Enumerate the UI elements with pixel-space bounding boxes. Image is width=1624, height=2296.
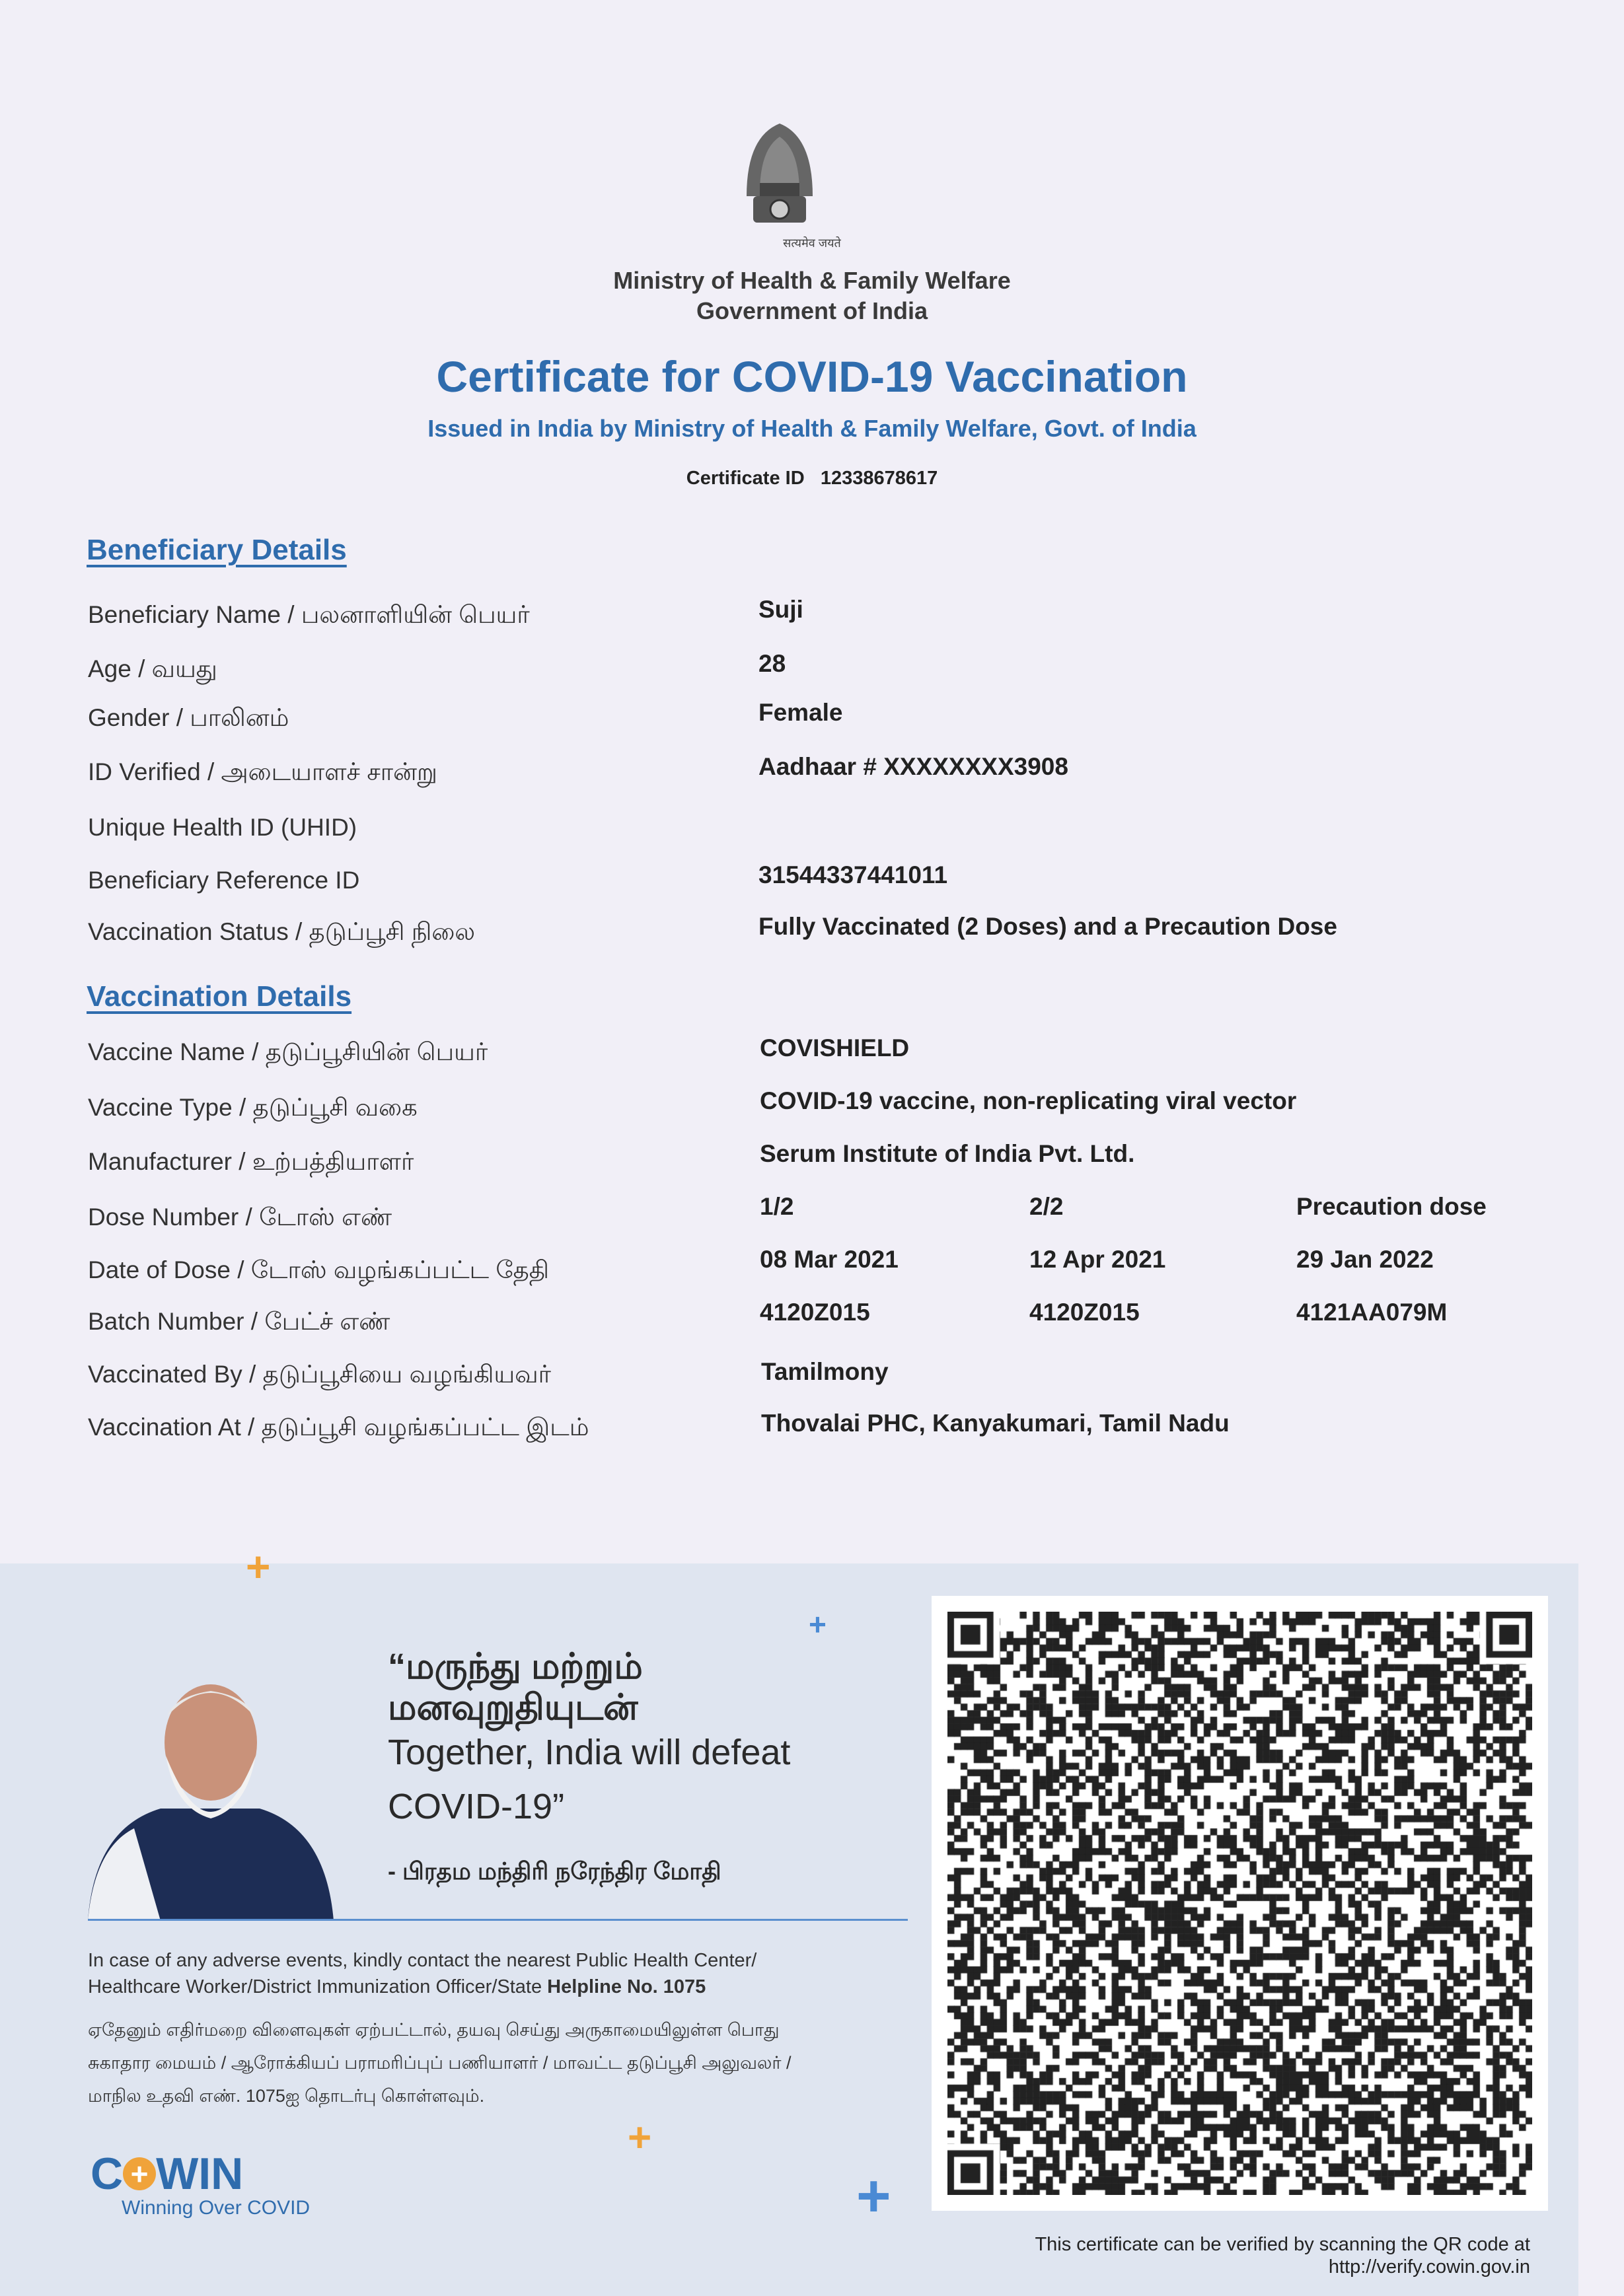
ministry-name: Ministry of Health & Family Welfare: [613, 267, 1011, 294]
vaccinated-by-label: Vaccinated By / தடுப்பூசியை வழங்கியவர்: [88, 1361, 551, 1388]
logo-text-win: WIN: [156, 2149, 244, 2199]
beneficiary-field-label: Beneficiary Reference ID: [88, 867, 360, 894]
quote-english-line-2: COVID-19”: [388, 1787, 565, 1826]
dose-number-label: Dose Number / டோஸ் எண்: [88, 1203, 392, 1231]
beneficiary-field-value: Female: [758, 699, 843, 726]
beneficiary-field-value: Suji: [758, 596, 803, 623]
beneficiary-field-label: Unique Health ID (UHID): [88, 814, 357, 841]
certificate-id-value: 12338678617: [820, 468, 938, 489]
beneficiary-field-label: Vaccination Status / தடுப்பூசி நிலை: [88, 918, 476, 945]
batch-number-label: Batch Number / பேட்ச் எண்: [88, 1308, 390, 1335]
beneficiary-details-heading: Beneficiary Details: [87, 534, 347, 566]
prime-minister-photo: [88, 1676, 334, 1921]
dose-number-value: Precaution dose: [1296, 1193, 1487, 1220]
cowin-tagline: Winning Over COVID: [122, 2197, 311, 2219]
verify-url[interactable]: http://verify.cowin.gov.in: [1328, 2256, 1530, 2278]
dose-batch-value: 4120Z015: [760, 1299, 870, 1326]
certificate-id-label: Certificate ID: [686, 468, 805, 489]
emblem-motto: सत्यमेव जयते: [783, 236, 841, 250]
quote-english-line-1: Together, India will defeat: [388, 1733, 791, 1772]
dose-date-value: 08 Mar 2021: [760, 1246, 899, 1273]
date-of-dose-label: Date of Dose / டோஸ் வழங்கப்பட்ட தேதி: [88, 1256, 550, 1283]
subtitle: Issued in India by Ministry of Health & Family Welfare, Govt. of India: [427, 415, 1197, 442]
dose-date-value: 12 Apr 2021: [1029, 1246, 1166, 1273]
vaccinated-by-value: Tamilmony: [761, 1358, 889, 1385]
plus-icon: +: [809, 1607, 827, 1641]
logo-plus-icon: +: [123, 2157, 156, 2190]
government-name: Government of India: [696, 297, 928, 324]
vaccination-at-label: Vaccination At / தடுப்பூசி வழங்கப்பட்ட இடம்: [88, 1414, 589, 1441]
beneficiary-field-label: Age / வயது: [88, 655, 217, 682]
divider: [88, 1919, 908, 1921]
vaccination-details-heading: Vaccination Details: [87, 980, 352, 1013]
national-emblem: [733, 117, 826, 236]
quote-tamil-line-1: “மருந்து மற்றும்: [388, 1647, 643, 1686]
vaccination-at-value: Thovalai PHC, Kanyakumari, Tamil Nadu: [761, 1410, 1230, 1437]
beneficiary-field-label: ID Verified / அடையாளச் சான்று: [88, 758, 437, 785]
vaccine-type-label: Vaccine Type / தடுப்பூசி வகை: [88, 1094, 418, 1121]
adverse-events-line-1: In case of any adverse events, kindly contact the nearest Public Health Center/: [88, 1950, 757, 1971]
dose-batch-value: 4121AA079M: [1296, 1299, 1448, 1326]
dose-number-value: 1/2: [760, 1193, 794, 1220]
plus-icon: +: [628, 2115, 652, 2161]
manufacturer-value: Serum Institute of India Pvt. Ltd.: [760, 1140, 1135, 1167]
cowin-logo: [91, 2148, 243, 2200]
beneficiary-field-label: Gender / பாலினம்: [88, 704, 289, 731]
adverse-events-text: Healthcare Worker/District Immunization Officer/State: [88, 1976, 548, 1997]
adverse-events-tamil-2: சுகாதார மையம் / ஆரோக்கியப் பராமரிப்புப் பணியாளர் / மாவட்ட தடுப்பூசி அலுவலர் /: [88, 2053, 792, 2073]
beneficiary-field-value: 28: [758, 650, 786, 677]
adverse-events-line-2: [88, 1976, 706, 1998]
verification-qr-code[interactable]: [932, 1596, 1548, 2211]
beneficiary-field-label: Beneficiary Name / பலனாளியின் பெயர்: [88, 601, 530, 628]
beneficiary-field-value: Aadhaar # XXXXXXXX3908: [758, 753, 1068, 780]
quote-tamil-line-2: மனவுறுதியுடன்: [388, 1688, 638, 1727]
manufacturer-label: Manufacturer / உற்பத்தியாளர்: [88, 1148, 414, 1175]
vaccine-type-value: COVID-19 vaccine, non-replicating viral vector: [760, 1087, 1297, 1114]
beneficiary-field-value: Fully Vaccinated (2 Doses) and a Precaution Dose: [758, 913, 1337, 940]
vaccine-name-value: COVISHIELD: [760, 1034, 910, 1061]
dose-date-value: 29 Jan 2022: [1296, 1246, 1434, 1273]
plus-icon: +: [246, 1543, 271, 1591]
beneficiary-field-value: 31544337441011: [758, 861, 948, 888]
adverse-events-tamil-3: மாநில உதவி எண். 1075ஐ தொடர்பு கொள்ளவும்.: [88, 2086, 485, 2106]
adverse-events-tamil-1: ஏதேனும் எதிர்மறை விளைவுகள் ஏற்பட்டால், தயவு செய்து அருகாமையிலுள்ள பொது: [88, 2020, 780, 2040]
logo-letter-c: C: [91, 2149, 124, 2199]
quote-attribution: - பிரதம மந்திரி நரேந்திர மோதி: [388, 1857, 721, 1884]
helpline-number: Helpline No. 1075: [547, 1976, 706, 1997]
verify-text-line-1: This certificate can be verified by scanning the QR code at: [1035, 2234, 1530, 2255]
page-title: Certificate for COVID-19 Vaccination: [436, 352, 1188, 401]
dose-number-value: 2/2: [1029, 1193, 1064, 1220]
certificate-id: [0, 468, 1624, 489]
plus-icon: +: [856, 2163, 891, 2229]
dose-batch-value: 4120Z015: [1029, 1299, 1140, 1326]
vaccine-name-label: Vaccine Name / தடுப்பூசியின் பெயர்: [88, 1038, 488, 1065]
